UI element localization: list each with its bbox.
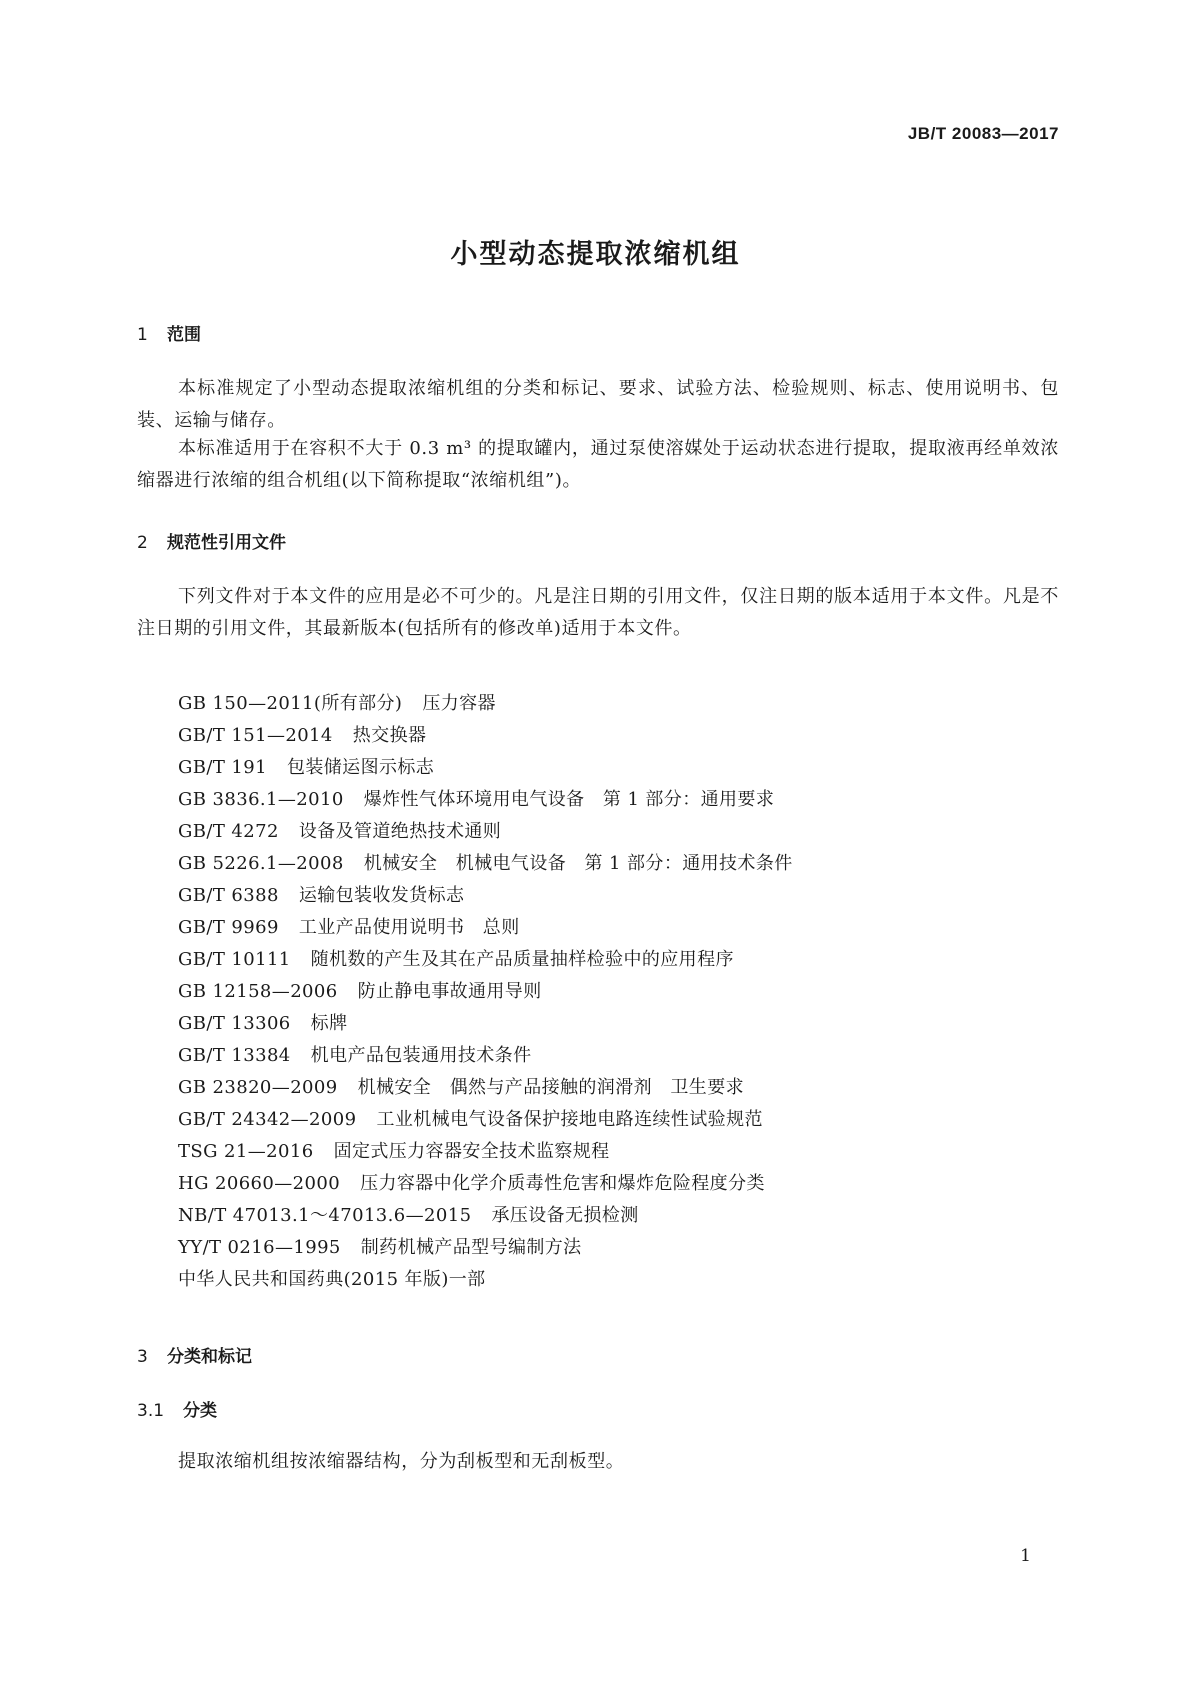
reference-code: GB/T 9969 (178, 917, 279, 938)
reference-title: 压力容器 (422, 693, 496, 714)
section-title: 分类和标记 (167, 1347, 252, 1367)
section-number: 3 (137, 1347, 148, 1367)
section-number: 1 (137, 325, 148, 345)
standard-code: JB/T 20083—2017 (907, 124, 1059, 143)
reference-code: GB/T 151—2014 (178, 725, 333, 746)
section-3-heading (137, 1342, 252, 1367)
reference-code: GB/T 10111 (178, 949, 291, 970)
reference-title: 工业机械电气设备保护接地电路连续性试验规范 (376, 1109, 763, 1130)
reference-item (178, 1072, 793, 1104)
reference-code: GB/T 13384 (178, 1045, 291, 1066)
reference-item (178, 1264, 793, 1296)
section-title: 规范性引用文件 (167, 533, 286, 553)
reference-code: GB/T 13306 (178, 1013, 291, 1034)
section-title: 分类 (183, 1401, 217, 1421)
reference-code: GB 12158—2006 (178, 981, 338, 1002)
section-number: 2 (137, 533, 148, 553)
section-3-1-heading (137, 1396, 217, 1421)
reference-title: 热交换器 (352, 725, 427, 746)
reference-item (178, 1232, 793, 1264)
reference-item (178, 688, 793, 720)
reference-title: 工业产品使用说明书 总则 (298, 917, 520, 938)
reference-title: 标牌 (310, 1013, 348, 1034)
reference-item (178, 784, 793, 816)
reference-item (178, 1040, 793, 1072)
reference-item (178, 1200, 793, 1232)
page-number: 1 (1020, 1546, 1031, 1566)
reference-title: 固定式压力容器安全技术监察规程 (333, 1141, 610, 1162)
reference-code: TSG 21—2016 (178, 1141, 314, 1162)
reference-title: 制药机械产品型号编制方法 (360, 1237, 582, 1258)
reference-title: 设备及管道绝热技术通则 (298, 821, 502, 842)
reference-item (178, 880, 793, 912)
reference-item (178, 976, 793, 1008)
reference-title: 爆炸性气体环境用电气设备 第 1 部分：通用要求 (363, 789, 775, 810)
reference-code: NB/T 47013.1～47013.6—2015 (178, 1205, 472, 1226)
section-number: 3.1 (137, 1401, 165, 1421)
reference-title: 压力容器中化学介质毒性危害和爆炸危险程度分类 (360, 1173, 765, 1194)
reference-item (178, 1168, 793, 1200)
reference-item (178, 720, 793, 752)
reference-item (178, 944, 793, 976)
reference-item (178, 848, 793, 880)
reference-title: 防止静电事故通用导则 (357, 981, 542, 1002)
reference-code: YY/T 0216—1995 (178, 1237, 341, 1258)
reference-code: GB/T 24342—2009 (178, 1109, 357, 1130)
reference-item (178, 816, 793, 848)
reference-code: GB/T 6388 (178, 885, 279, 906)
reference-code: GB 150—2011(所有部分) (178, 693, 403, 714)
reference-title: 机电产品包装通用技术条件 (310, 1045, 532, 1066)
reference-code: GB 3836.1—2010 (178, 789, 344, 810)
reference-list (178, 688, 793, 1296)
reference-code: GB/T 191 (178, 757, 267, 778)
reference-item (178, 912, 793, 944)
reference-code: HG 20660—2000 (178, 1173, 341, 1194)
reference-code: GB 5226.1—2008 (178, 853, 344, 874)
reference-title: 承压设备无损检测 (491, 1205, 639, 1226)
reference-title: 包装储运图示标志 (286, 757, 435, 778)
document-title: 小型动态提取浓缩机组 (450, 239, 741, 270)
reference-title: 机械安全 机械电气设备 第 1 部分：通用技术条件 (363, 853, 793, 874)
reference-title: 运输包装收发货标志 (298, 885, 465, 906)
section-1-paragraph-1: 本标准规定了小型动态提取浓缩机组的分类和标记、要求、试验方法、检验规则、标志、使用说明书、包装、运输与储存。 (137, 378, 1059, 431)
reference-code: GB 23820—2009 (178, 1077, 338, 1098)
section-2-intro: 下列文件对于本文件的应用是必不可少的。凡是注日期的引用文件，仅注日期的版本适用于本文件。凡是不注日期的引用文件，其最新版本(包括所有的修改单)适用于本文件。 (137, 586, 1059, 639)
reference-title: 机械安全 偶然与产品接触的润滑剂 卫生要求 (357, 1077, 745, 1098)
reference-title: 随机数的产生及其在产品质量抽样检验中的应用程序 (310, 949, 734, 970)
reference-code: 中华人民共和国药典(2015 年版)一部 (178, 1269, 486, 1290)
section-title: 范围 (167, 325, 201, 345)
section-1-paragraph-2: 本标准适用于在容积不大于 0.3 m³ 的提取罐内，通过泵使溶媒处于运动状态进行提取，提取液再经单效浓缩器进行浓缩的组合机组(以下简称提取“浓缩机组”)。 (137, 438, 1059, 491)
reference-item (178, 752, 793, 784)
reference-item (178, 1008, 793, 1040)
reference-code: GB/T 4272 (178, 821, 279, 842)
reference-item (178, 1104, 793, 1136)
section-1-heading (137, 320, 201, 345)
section-2-heading (137, 528, 286, 553)
section-3-1-paragraph: 提取浓缩机组按浓缩器结构，分为刮板型和无刮板型。 (178, 1451, 625, 1472)
reference-item (178, 1136, 793, 1168)
